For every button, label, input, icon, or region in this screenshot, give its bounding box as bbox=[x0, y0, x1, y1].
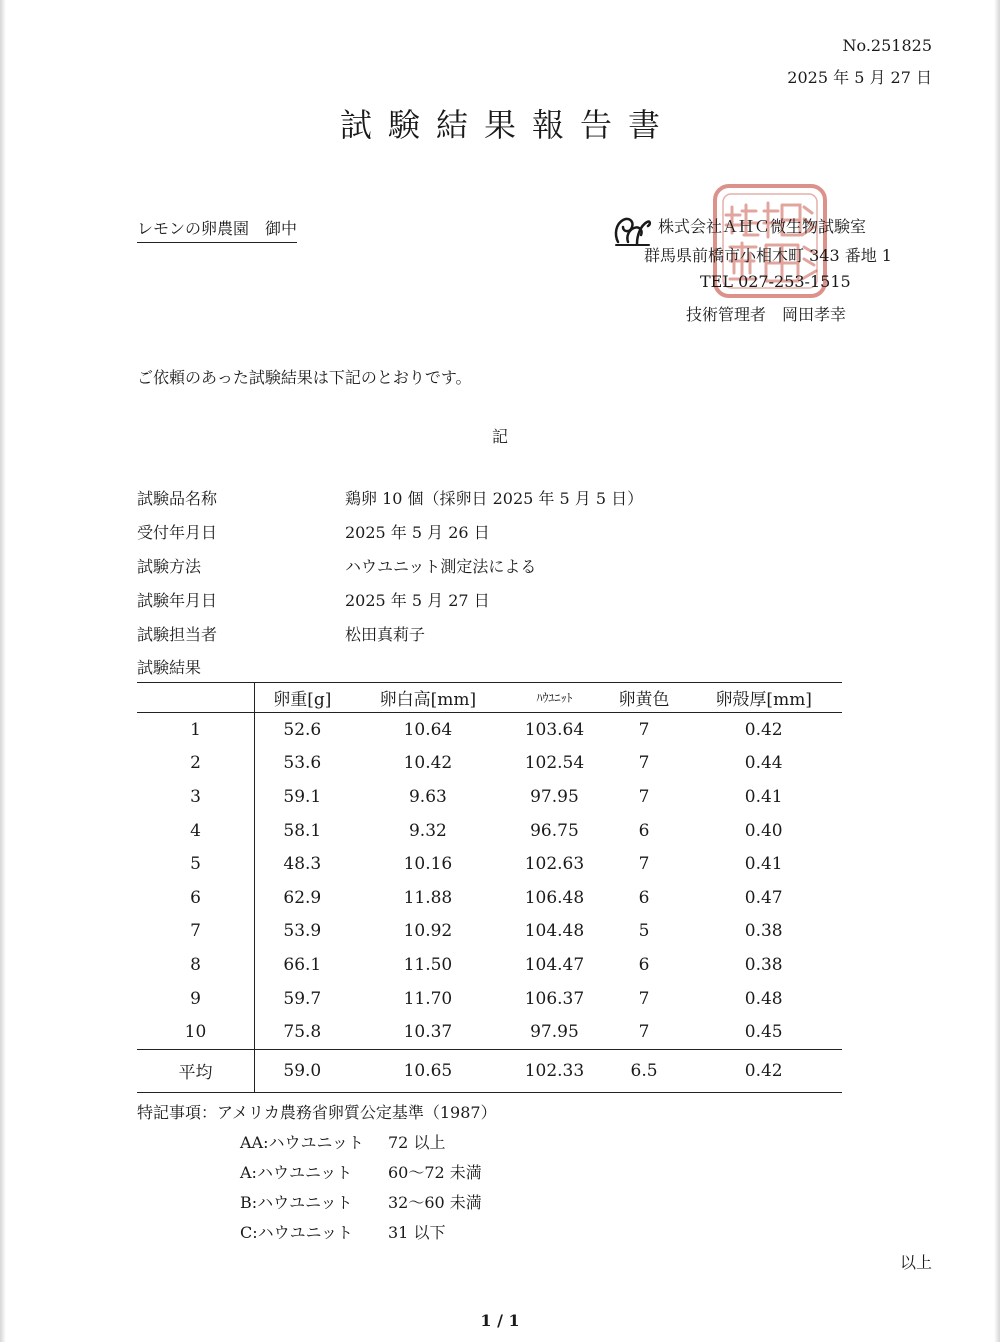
end-mark: 以上 bbox=[899, 1253, 932, 1272]
cell-albumen-height: 11.70 bbox=[403, 988, 453, 1009]
results-label: 試験結果 bbox=[137, 658, 202, 677]
cell-number: 10 bbox=[137, 1015, 255, 1049]
header-albumen-height: 卵白高[mm] bbox=[350, 683, 507, 713]
cell-number: 7 bbox=[137, 915, 255, 949]
cell-shell-thickness: 0.47 bbox=[744, 887, 783, 908]
cell-egg-weight: 62.9 bbox=[283, 887, 322, 908]
cell-number: 4 bbox=[137, 814, 255, 848]
recipient: レモンの卵農園 御中 bbox=[137, 216, 297, 243]
cell-shell-thickness: 0.41 bbox=[744, 854, 783, 875]
grade-range: 32～60 未満 bbox=[388, 1193, 482, 1212]
document-number: No.251825 bbox=[842, 36, 932, 55]
cell-number: 9 bbox=[137, 982, 255, 1016]
cell-egg-weight: 59.7 bbox=[283, 988, 322, 1009]
cell-yolk-color: 6 bbox=[638, 820, 650, 841]
cell-yolk-color: 7 bbox=[638, 719, 650, 740]
cell-average-egg-weight: 59.0 bbox=[255, 1049, 350, 1092]
field-value-test-date: 2025 年 5 月 27 日 bbox=[345, 591, 490, 610]
cell-yolk-color: 6 bbox=[638, 954, 650, 975]
field-label-sample-name: 試験品名称 bbox=[137, 489, 218, 508]
header-haugh-unit: ﾊｳﾕﾆｯﾄ bbox=[506, 683, 602, 713]
field-value-received-date: 2025 年 5 月 26 日 bbox=[345, 523, 490, 542]
document-title: 試験結果報告書 bbox=[339, 106, 676, 144]
cell-shell-thickness: 0.42 bbox=[744, 719, 783, 740]
header-egg-weight: 卵重[g] bbox=[255, 683, 350, 713]
table-row bbox=[137, 713, 842, 747]
table-row bbox=[137, 948, 842, 982]
cell-albumen-height: 11.88 bbox=[403, 887, 453, 908]
header-shell-thickness: 卵殻厚[mm] bbox=[685, 683, 842, 713]
cell-yolk-color: 5 bbox=[638, 921, 650, 942]
cell-egg-weight: 52.6 bbox=[283, 719, 322, 740]
table-row bbox=[137, 1015, 842, 1049]
cell-shell-thickness: 0.41 bbox=[744, 786, 783, 807]
cell-haugh-unit: 106.48 bbox=[524, 887, 585, 908]
table-row bbox=[137, 747, 842, 781]
table-header-row bbox=[137, 683, 842, 713]
cell-average-shell-thickness: 0.42 bbox=[685, 1049, 842, 1092]
notes-title: 特記事項：アメリカ農務省卵質公定基準（1987） bbox=[137, 1103, 497, 1122]
cell-average-haugh-unit: 102.33 bbox=[506, 1049, 602, 1092]
cell-number: 6 bbox=[137, 881, 255, 915]
grade-item bbox=[240, 1190, 482, 1213]
record-heading: 記 bbox=[491, 427, 508, 446]
cell-shell-thickness: 0.40 bbox=[744, 820, 783, 841]
cell-haugh-unit: 106.37 bbox=[524, 988, 585, 1009]
grade-item bbox=[240, 1130, 446, 1153]
cell-albumen-height: 9.63 bbox=[408, 786, 447, 807]
table-row bbox=[137, 847, 842, 881]
field-value-test-method: ハウユニット測定法による bbox=[345, 557, 537, 576]
cell-egg-weight: 48.3 bbox=[283, 854, 322, 875]
cell-albumen-height: 10.37 bbox=[403, 1022, 453, 1043]
cell-haugh-unit: 97.95 bbox=[530, 1022, 579, 1043]
grade-label: A:ハウユニット bbox=[240, 1163, 353, 1182]
cell-egg-weight: 53.9 bbox=[283, 921, 322, 942]
cell-yolk-color: 6 bbox=[638, 887, 650, 908]
cell-haugh-unit: 96.75 bbox=[530, 820, 579, 841]
cell-number: 5 bbox=[137, 847, 255, 881]
grade-range: 60～72 未満 bbox=[388, 1163, 482, 1182]
grade-item bbox=[240, 1220, 446, 1243]
company-block bbox=[612, 212, 912, 332]
company-address: 群馬県前橋市小相木町 343 番地 1 bbox=[644, 246, 892, 265]
cell-yolk-color: 7 bbox=[638, 1022, 650, 1043]
field-label-received-date: 受付年月日 bbox=[137, 523, 218, 542]
table-row bbox=[137, 982, 842, 1016]
header-number bbox=[137, 683, 255, 713]
page-number: 1 / 1 bbox=[480, 1311, 520, 1330]
cell-average-yolk-color: 6.5 bbox=[603, 1049, 686, 1092]
page-edge-right bbox=[994, 0, 1000, 1342]
grade-item bbox=[240, 1160, 482, 1183]
cell-albumen-height: 10.64 bbox=[403, 719, 453, 740]
cell-yolk-color: 7 bbox=[638, 988, 650, 1009]
cell-shell-thickness: 0.38 bbox=[744, 954, 783, 975]
table-row bbox=[137, 780, 842, 814]
cell-shell-thickness: 0.45 bbox=[744, 1022, 783, 1043]
issue-date: 2025 年 5 月 27 日 bbox=[787, 68, 932, 87]
cell-average-albumen-height: 10.65 bbox=[350, 1049, 507, 1092]
cell-haugh-unit: 97.95 bbox=[530, 786, 579, 807]
cell-shell-thickness: 0.44 bbox=[744, 753, 783, 774]
grade-label: C:ハウユニット bbox=[240, 1223, 353, 1242]
cell-shell-thickness: 0.38 bbox=[744, 921, 783, 942]
page-edge-left bbox=[0, 0, 6, 1342]
intro-text: ご依頼のあった試験結果は下記のとおりです。 bbox=[137, 368, 472, 387]
cell-number: 1 bbox=[137, 713, 255, 747]
technical-manager: 技術管理者 岡田孝幸 bbox=[686, 305, 847, 324]
cell-albumen-height: 10.92 bbox=[403, 921, 453, 942]
table-row bbox=[137, 915, 842, 949]
cell-shell-thickness: 0.48 bbox=[744, 988, 783, 1009]
cell-albumen-height: 10.42 bbox=[403, 753, 453, 774]
cell-haugh-unit: 103.64 bbox=[524, 719, 585, 740]
grade-label: AA:ハウユニット bbox=[240, 1133, 364, 1152]
field-value-tester: 松田真莉子 bbox=[345, 625, 426, 644]
grade-range: 31 以下 bbox=[388, 1223, 446, 1242]
grade-range: 72 以上 bbox=[388, 1133, 446, 1152]
cell-average-label: 平均 bbox=[137, 1049, 255, 1092]
cell-number: 8 bbox=[137, 948, 255, 982]
cell-haugh-unit: 104.48 bbox=[524, 921, 585, 942]
cell-number: 2 bbox=[137, 747, 255, 781]
company-tel: TEL 027-253-1515 bbox=[700, 272, 851, 291]
cell-number: 3 bbox=[137, 780, 255, 814]
cell-egg-weight: 75.8 bbox=[283, 1022, 322, 1043]
field-label-tester: 試験担当者 bbox=[137, 625, 218, 644]
field-label-test-method: 試験方法 bbox=[137, 557, 202, 576]
field-label-test-date: 試験年月日 bbox=[137, 591, 218, 610]
cell-haugh-unit: 102.54 bbox=[524, 753, 585, 774]
table-row bbox=[137, 814, 842, 848]
cell-haugh-unit: 104.47 bbox=[524, 954, 585, 975]
cell-albumen-height: 9.32 bbox=[408, 820, 447, 841]
cell-yolk-color: 7 bbox=[638, 854, 650, 875]
header-yolk-color: 卵黄色 bbox=[603, 683, 686, 713]
cell-albumen-height: 11.50 bbox=[403, 954, 453, 975]
cell-egg-weight: 58.1 bbox=[283, 820, 322, 841]
cell-egg-weight: 53.6 bbox=[283, 753, 322, 774]
cell-yolk-color: 7 bbox=[638, 753, 650, 774]
cell-egg-weight: 59.1 bbox=[283, 786, 322, 807]
grade-label: B:ハウユニット bbox=[240, 1193, 353, 1212]
average-row bbox=[137, 1049, 842, 1092]
field-value-sample-name: 鶏卵 10 個（採卵日 2025 年 5 月 5 日） bbox=[345, 489, 644, 508]
cell-haugh-unit: 102.63 bbox=[524, 854, 585, 875]
cell-albumen-height: 10.16 bbox=[403, 854, 453, 875]
results-table bbox=[137, 682, 842, 1093]
table-row bbox=[137, 881, 842, 915]
cell-egg-weight: 66.1 bbox=[283, 954, 322, 975]
company-name: 株式会社ＡＨＣ微生物試験室 bbox=[658, 217, 867, 236]
cell-yolk-color: 7 bbox=[638, 786, 650, 807]
